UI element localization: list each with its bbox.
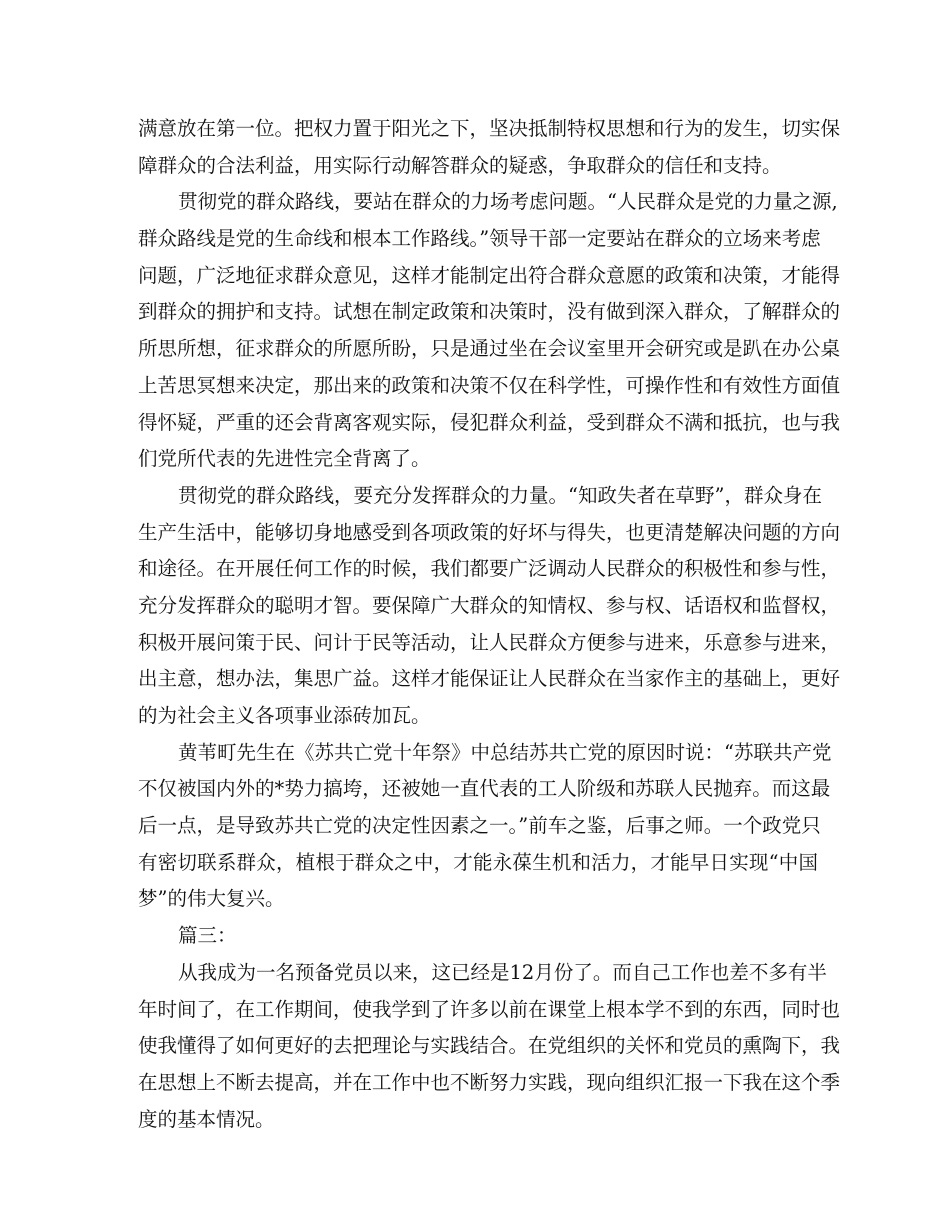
text-line: 后一点，是导致苏共亡党的决定性因素之一。”前车之鉴，后事之师。一个政党只 [138,814,821,838]
text-line: 出主意，想办法，集思广益。这样才能保证让人民群众在当家作主的基础上，更好 [138,667,841,691]
text-line: 所思所想，征求群众的所愿所盼，只是通过坐在会议室里开会研究或是趴在办公桌 [138,337,841,361]
text-line: 不仅被国内外的*势力搞垮，还被她一直代表的工人阶级和苏联人民抛弃。而这最 [138,777,831,801]
text-line: 障群众的合法利益，用实际行动解答群众的疑惑，争取群众的信任和支持。 [138,153,782,177]
text-line: 积极开展问策于民、问计于民等活动，让人民群众方便参与进来，乐意参与进来， [138,630,841,654]
text-line: 得怀疑，严重的还会背离客观实际，侵犯群众利益，受到群众不满和抵抗，也与我 [138,410,841,434]
paragraph-start-line: 贯彻党的群众路线，要充分发挥群众的力量。“知政失者在草野”，群众身在 [178,483,822,507]
text-line: 梦”的伟大复兴。 [138,887,285,911]
text-line: 满意放在第一位。把权力置于阳光之下，坚决抵制特权思想和行为的发生，切实保 [138,117,841,140]
paragraph-start-line: 从我成为一名预备党员以来，这已经是12月份了。而自己工作也差不多有半 [178,960,827,984]
text-line: 使我懂得了如何更好的去把理论与实践结合。在党组织的关怀和党员的熏陶下，我 [138,1034,841,1058]
text-line: 有密切联系群众，植根于群众之中，才能永葆生机和活力，才能早日实现“中国 [138,850,818,874]
text-line: 度的基本情况。 [138,1107,275,1131]
text-line: 们党所代表的先进性完全背离了。 [138,447,431,471]
section-heading: 篇三： [178,924,237,948]
text-line: 生产生活中，能够切身地感受到各项政策的好坏与得失，也更清楚解决问题的方向 [138,520,841,544]
text-line: 在思想上不断去提高，并在工作中也不断努力实践，现向组织汇报一下我在这个季 [138,1070,841,1094]
text-line: 和途径。在开展任何工作的时候，我们都要广泛调动人民群众的积极性和参与性， [138,557,841,581]
paragraph-start-line: 黄苇町先生在《苏共亡党十年祭》中总结苏共亡党的原因时说：“苏联共产党 [178,740,832,764]
text-line: 群众路线是党的生命线和根本工作路线。”领导干部一定要站在群众的立场来考虑 [138,227,821,251]
text-line: 问题，广泛地征求群众意见，这样才能制定出符合群众意愿的政策和决策，才能得 [138,263,841,287]
text-line: 到群众的拥护和支持。试想在制定政策和决策时，没有做到深入群众，了解群众的 [138,300,841,324]
text-line: 充分发挥群众的聪明才智。要保障广大群众的知情权、参与权、话语权和监督权， [138,593,841,617]
paragraph-start-line: 贯彻党的群众路线，要站在群众的力场考虑问题。“人民群众是党的力量之源, [178,190,838,214]
text-line: 的为社会主义各项事业添砖加瓦。 [138,704,431,727]
document-body [138,111,841,1138]
text-line: 上苦思冥想来决定，那出来的政策和决策不仅在科学性，可操作性和有效性方面值 [138,373,841,397]
text-line: 年时间了，在工作期间，使我学到了许多以前在课堂上根本学不到的东西，同时也 [138,997,841,1021]
